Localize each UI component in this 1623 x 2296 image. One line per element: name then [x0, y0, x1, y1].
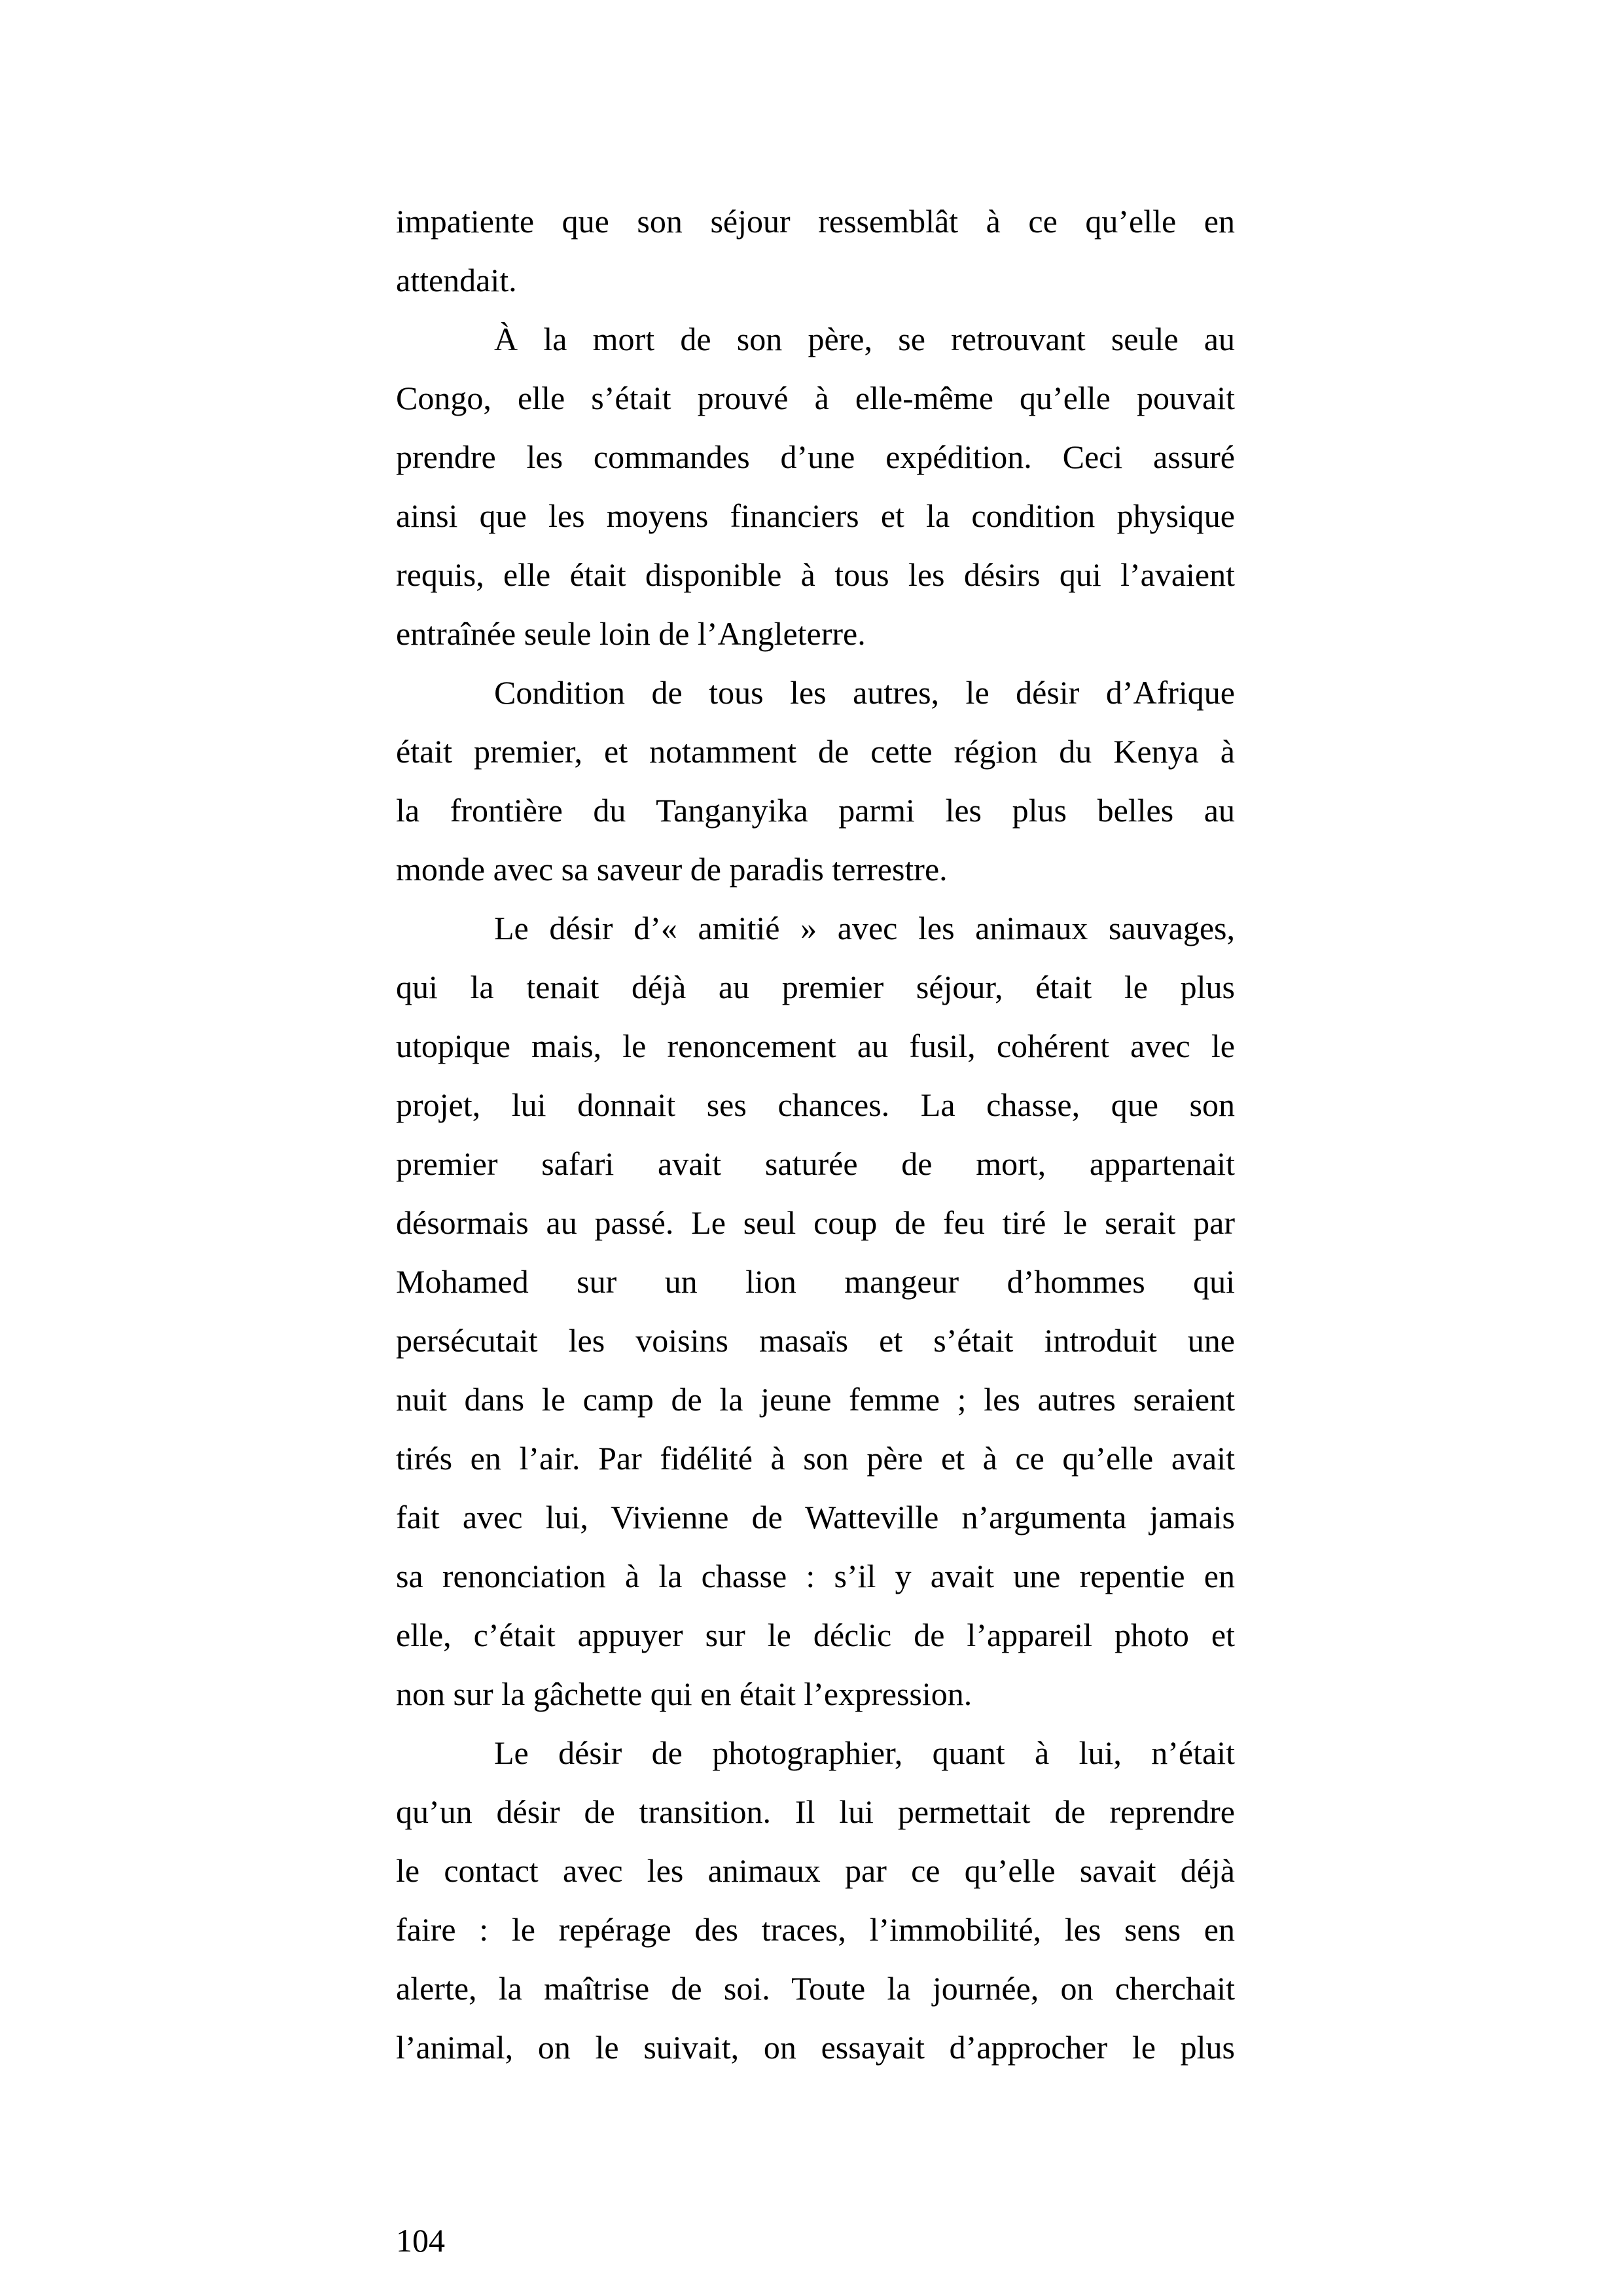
text-line: désormais au passé. Le seul coup de feu tiré le serait par: [396, 1204, 1235, 1241]
text-line: la frontière du Tanganyika parmi les plus belles au: [396, 792, 1235, 829]
text-line: ainsi que les moyens financiers et la condition physique: [396, 497, 1235, 534]
page-number: 104: [396, 2222, 445, 2259]
paragraph: [396, 663, 1235, 899]
text-line: premier safari avait saturée de mort, appartenait: [396, 1145, 1235, 1182]
text-line: projet, lui donnait ses chances. La chasse, que son: [396, 1086, 1235, 1123]
text-line: Le désir d’« amitié » avec les animaux sauvages,: [494, 910, 1235, 946]
text-line: requis, elle était disponible à tous les désirs qui l’avaient: [396, 556, 1235, 593]
text-line: alerte, la maîtrise de soi. Toute la journée, on cherchait: [396, 1970, 1235, 2007]
text-line: utopique mais, le renoncement au fusil, cohérent avec le: [396, 1028, 1235, 1064]
text-line: Le désir de photographier, quant à lui, n’était: [494, 1734, 1235, 1771]
text-line: nuit dans le camp de la jeune femme ; les autres seraient: [396, 1381, 1235, 1418]
text-line: était premier, et notamment de cette région du Kenya à: [396, 733, 1235, 770]
text-line: tirés en l’air. Par fidélité à son père et à ce qu’elle avait: [396, 1440, 1235, 1477]
text-line: À la mort de son père, se retrouvant seule au: [494, 321, 1235, 357]
text-line: qui la tenait déjà au premier séjour, était le plus: [396, 969, 1235, 1005]
text-line: persécutait les voisins masaïs et s’était introduit une: [396, 1322, 1235, 1359]
text-line: fait avec lui, Vivienne de Watteville n’argumenta jamais: [396, 1499, 1235, 1535]
paragraph: [396, 310, 1235, 663]
text-line: l’animal, on le suivait, on essayait d’approcher le plus: [396, 2029, 1235, 2066]
text-line: entraînée seule loin de l’Angleterre.: [396, 615, 866, 652]
text-line: Condition de tous les autres, le désir d’Afrique: [494, 674, 1235, 711]
text-line: monde avec sa saveur de paradis terrestre.: [396, 851, 948, 888]
text-line: impatiente que son séjour ressemblât à ce qu’elle en: [396, 203, 1235, 240]
text-line: qu’un désir de transition. Il lui permettait de reprendre: [396, 1793, 1235, 1830]
body-text: [396, 192, 1235, 2077]
text-line: le contact avec les animaux par ce qu’elle savait déjà: [396, 1852, 1235, 1889]
text-line: prendre les commandes d’une expédition. Ceci assuré: [396, 439, 1235, 475]
text-line: Mohamed sur un lion mangeur d’hommes qui: [396, 1263, 1235, 1300]
text-line: Congo, elle s’était prouvé à elle-même qu’elle pouvait: [396, 380, 1235, 416]
text-line: faire : le repérage des traces, l’immobilité, les sens en: [396, 1911, 1235, 1948]
text-line: elle, c’était appuyer sur le déclic de l’appareil photo et: [396, 1617, 1235, 1653]
paragraph: [396, 899, 1235, 1723]
text-line: sa renonciation à la chasse : s’il y avait une repentie en: [396, 1558, 1235, 1594]
paragraph: [396, 192, 1235, 310]
text-line: non sur la gâchette qui en était l’expression.: [396, 1676, 972, 1712]
text-line: attendait.: [396, 262, 517, 298]
paragraph: [396, 1723, 1235, 2077]
